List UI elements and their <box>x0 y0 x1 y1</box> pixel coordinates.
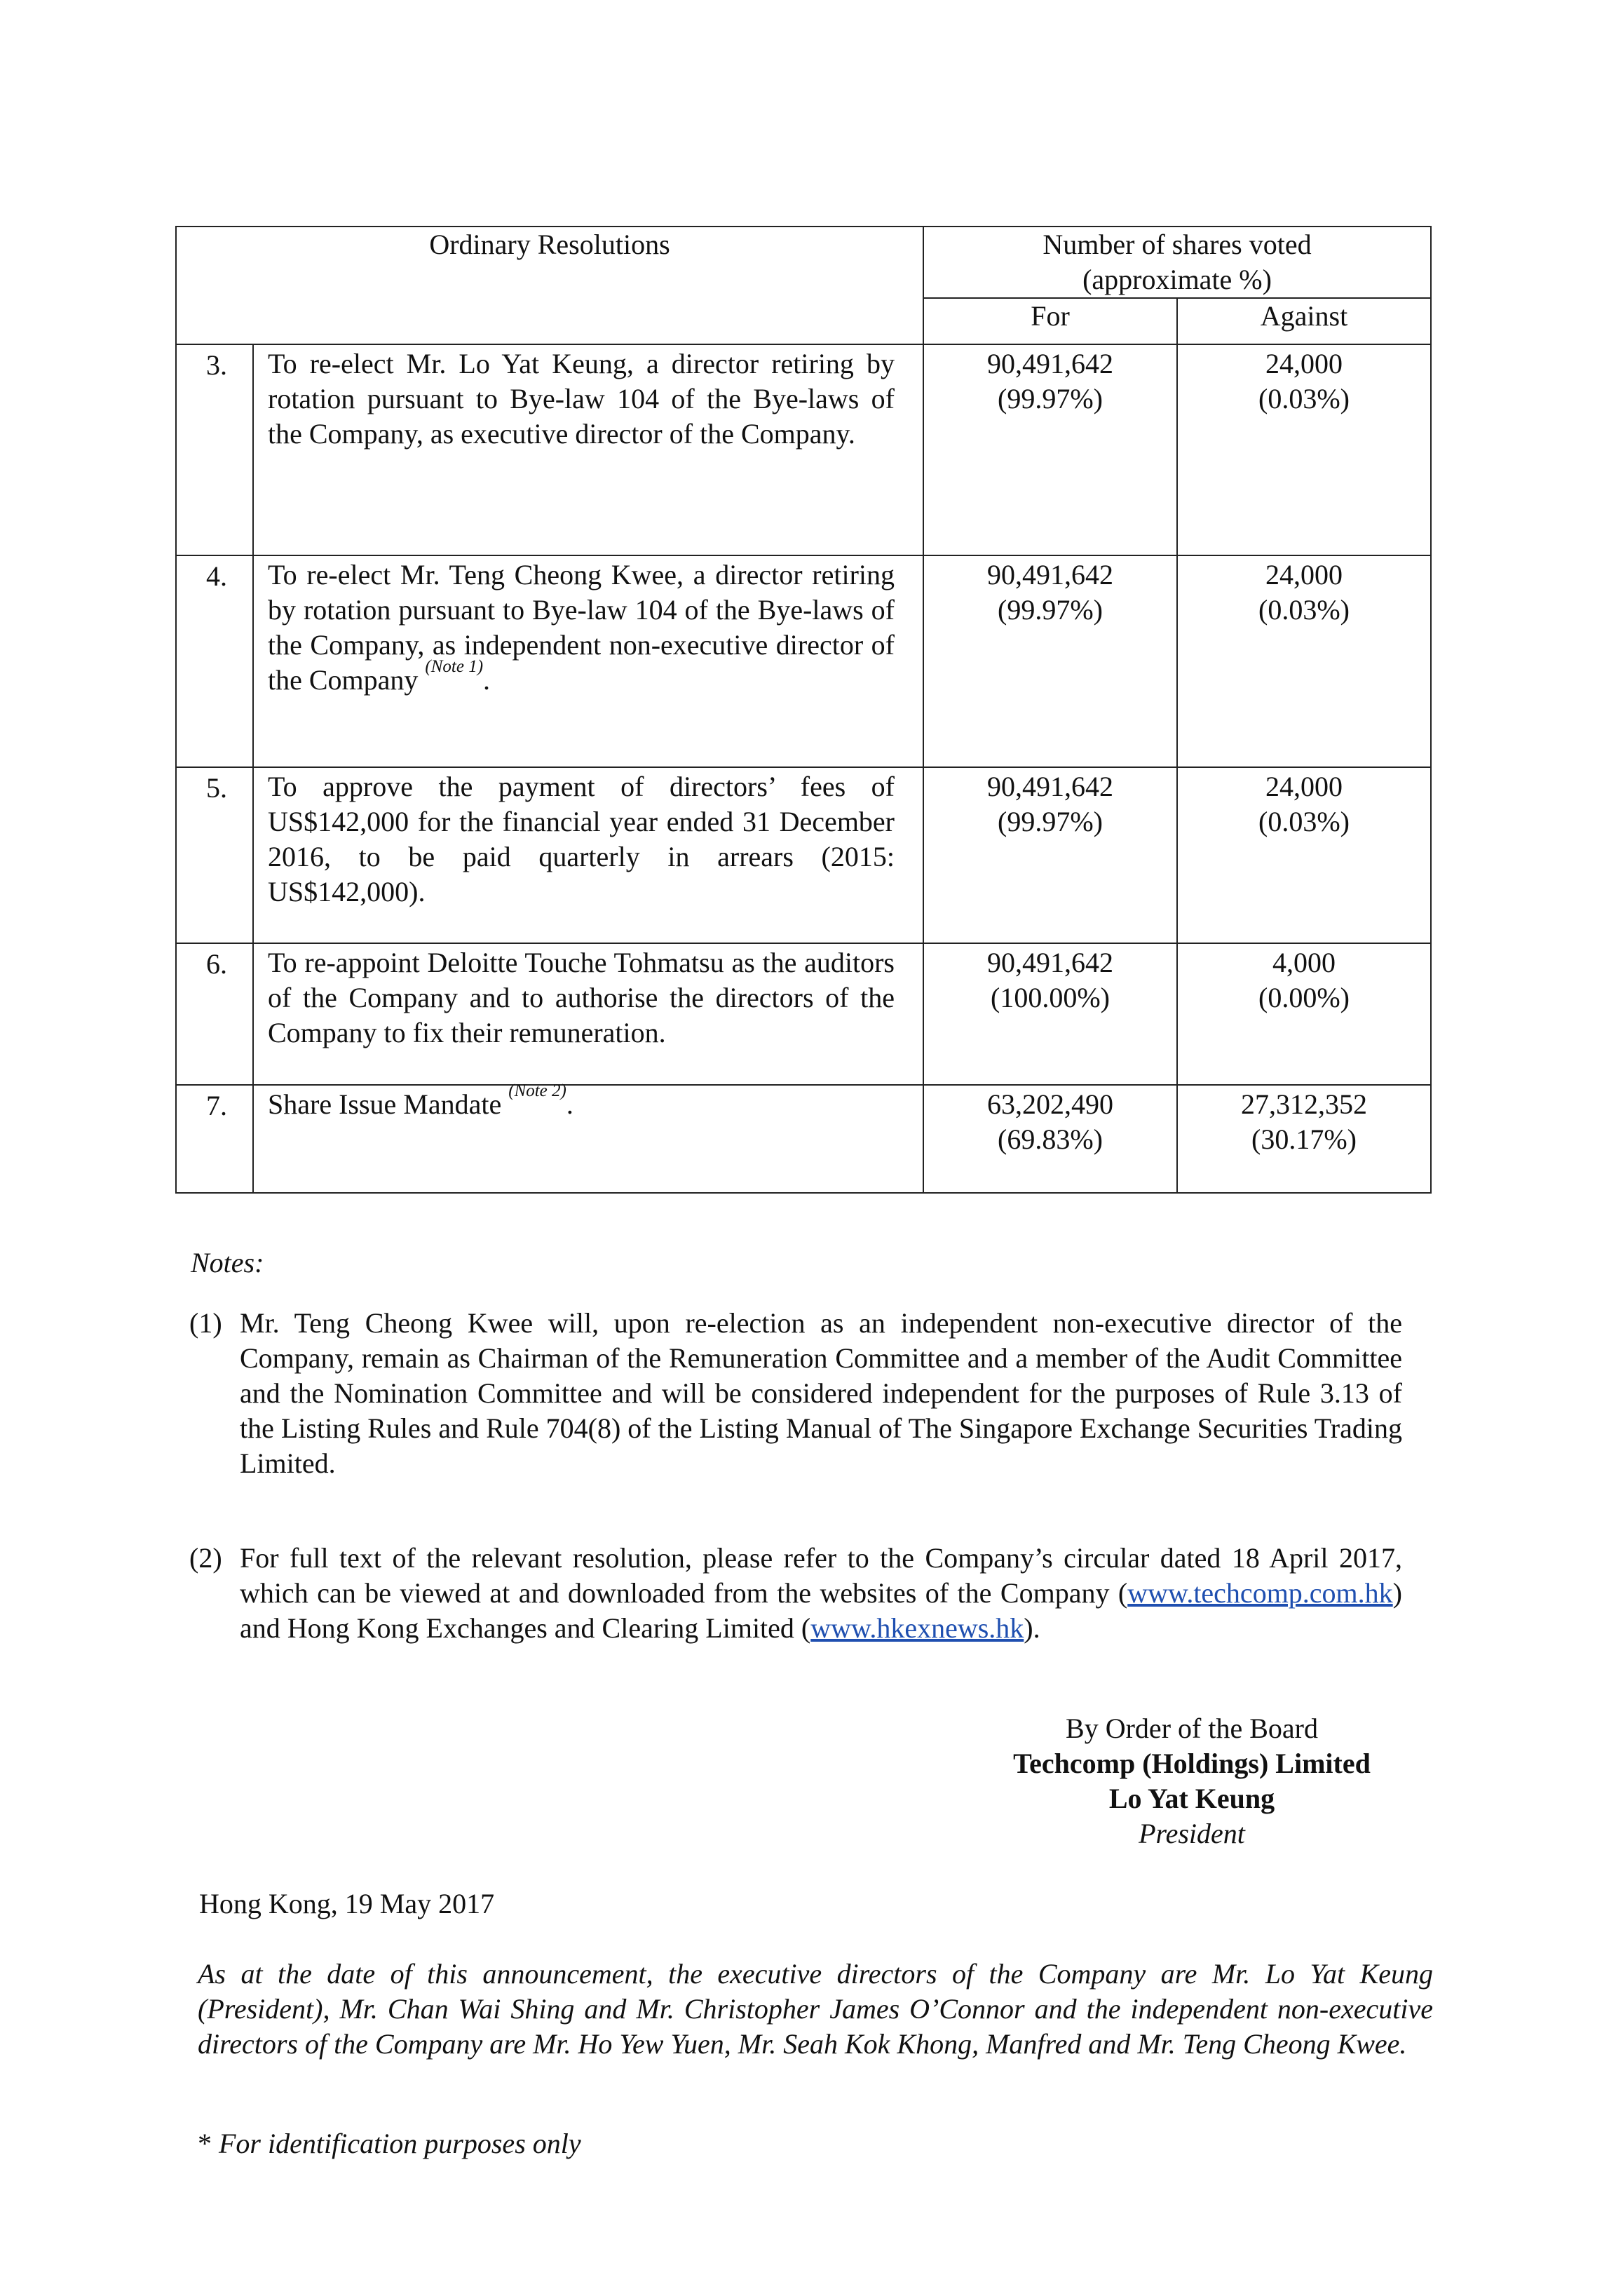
identification-footnote <box>198 2126 581 2161</box>
header-votes-line2: (approximate %) <box>1082 264 1272 295</box>
for-votes <box>923 344 1177 555</box>
against-votes <box>1177 1085 1431 1193</box>
signature-block <box>967 1711 1416 1851</box>
header-for: For <box>923 298 1177 344</box>
resolution-text <box>253 943 923 1085</box>
note-1-marker: (1) <box>189 1307 222 1339</box>
against-percent: (0.03%) <box>1258 383 1350 414</box>
note-2-marker: (2) <box>189 1542 222 1574</box>
signature-title: President <box>1139 1818 1245 1849</box>
against-count: 24,000 <box>1265 348 1343 379</box>
for-percent: (99.97%) <box>998 594 1103 626</box>
signature-name: Lo Yat Keung <box>1108 1783 1275 1814</box>
footnote-text: For identification purposes only <box>212 2128 581 2159</box>
header-votes-line1: Number of shares voted <box>1043 229 1312 260</box>
against-count: 24,000 <box>1265 771 1343 802</box>
resolution-text-suffix: . <box>483 664 491 696</box>
for-votes <box>923 943 1177 1085</box>
note-reference: (Note 2) <box>508 1081 566 1100</box>
against-count: 27,312,352 <box>1241 1088 1367 1120</box>
header-shares-voted <box>923 227 1431 298</box>
note-2-text <box>240 1541 1402 1646</box>
against-percent: (0.03%) <box>1258 806 1350 837</box>
signature-lead: By Order of the Board <box>1066 1713 1318 1744</box>
resolution-text <box>253 344 923 555</box>
against-percent: (0.03%) <box>1258 594 1350 626</box>
for-percent: (100.00%) <box>991 982 1110 1013</box>
resolution-number: 7. <box>176 1085 253 1193</box>
against-count: 24,000 <box>1265 559 1343 590</box>
against-votes <box>1177 344 1431 555</box>
against-percent: (30.17%) <box>1251 1123 1357 1155</box>
resolution-text-body: To re-elect Mr. Lo Yat Keung, a director retiring by rotation pursuant to Bye-law 104 of the Bye-laws of the Company, as executive director of the Company. <box>268 348 895 450</box>
for-count: 90,491,642 <box>987 348 1113 379</box>
signature-company: Techcomp (Holdings) Limited <box>1013 1748 1371 1779</box>
table-row <box>176 555 1431 767</box>
for-count: 63,202,490 <box>987 1088 1113 1120</box>
table-row <box>176 767 1431 943</box>
resolution-number: 5. <box>176 767 253 943</box>
note-2-text-before: For full text of the relevant resolution, please refer to the Company’s circular dated 18 April 2017, which can be viewed at and downloaded from the websites of the Company ( <box>240 1542 1402 1609</box>
against-votes <box>1177 767 1431 943</box>
for-votes <box>923 1085 1177 1193</box>
table-header-row <box>176 227 1431 298</box>
against-percent: (0.00%) <box>1258 982 1350 1013</box>
table-row <box>176 344 1431 555</box>
resolution-number: 3. <box>176 344 253 555</box>
for-percent: (69.83%) <box>998 1123 1103 1155</box>
note-1-text: Mr. Teng Cheong Kwee will, upon re-election as an independent non-executive director of the Company, remain as Chairman of the Remuneration Committee and a member of the Audit Committee and the Nomination Committee and will be considered independent for the purposes of Rule 3.13 of the Listing Rules and Rule 704(8) of the Listing Manual of The Singapore Exchange Securities Trading Limited. <box>240 1307 1402 1479</box>
for-count: 90,491,642 <box>987 771 1113 802</box>
resolution-text <box>253 767 923 943</box>
table-row <box>176 1085 1431 1193</box>
for-count: 90,491,642 <box>987 559 1113 590</box>
note-2-text-middle: ) and Hong Kong Exchanges and Clearing Limited ( <box>240 1577 1402 1644</box>
header-against: Against <box>1177 298 1431 344</box>
hkexnews-website-link[interactable]: www.hkexnews.hk <box>810 1612 1024 1644</box>
directors-statement: As at the date of this announcement, the executive directors of the Company are Mr. Lo Yat Keung (President), Mr. Chan Wai Shing and Mr. Christopher James O’Connor and the independent non-executive directors of the Company are Mr. Ho Yew Yuen, Mr. Seah Kok Khong, Manfred and Mr. Teng Cheong Kwee. <box>198 1958 1433 2060</box>
resolution-text <box>253 555 923 767</box>
date-line: Hong Kong, 19 May 2017 <box>199 1888 495 1919</box>
techcomp-website-link[interactable]: www.techcomp.com.hk <box>1127 1577 1393 1609</box>
resolution-text-suffix: . <box>566 1088 573 1120</box>
resolution-text <box>253 1081 923 1193</box>
note-2 <box>189 1541 1402 1646</box>
note-2-text-after: ). <box>1024 1612 1040 1644</box>
resolution-text-body: To approve the payment of directors’ fees of US$142,000 for the financial year ended 31 December 2016, to be paid quarterly in arrears (2015: US$142,000). <box>268 771 895 907</box>
voting-results-table <box>175 226 1432 1194</box>
note-1 <box>189 1306 1402 1481</box>
table-row <box>176 943 1431 1085</box>
for-votes <box>923 767 1177 943</box>
for-votes <box>923 555 1177 767</box>
header-ordinary-resolutions <box>176 227 923 344</box>
notes-heading: Notes: <box>191 1247 264 1278</box>
asterisk: * <box>198 2128 212 2159</box>
resolution-text-body: To re-appoint Deloitte Touche Tohmatsu as the auditors of the Company and to authorise the directors of the Company to fix their remuneration. <box>268 947 895 1048</box>
note-reference: (Note 1) <box>425 657 484 676</box>
resolution-text-body: Share Issue Mandate <box>268 1088 509 1120</box>
against-votes <box>1177 555 1431 767</box>
for-percent: (99.97%) <box>998 806 1103 837</box>
resolution-text-body: To re-elect Mr. Teng Cheong Kwee, a director retiring by rotation pursuant to Bye-law 104 of the Bye-laws of the Company, as independent non-executive director of the Company <box>268 559 895 696</box>
for-count: 90,491,642 <box>987 947 1113 978</box>
resolution-number: 6. <box>176 943 253 1085</box>
against-votes <box>1177 943 1431 1085</box>
header-resolutions-label: Ordinary Resolutions <box>429 229 670 260</box>
for-percent: (99.97%) <box>998 383 1103 414</box>
against-count: 4,000 <box>1272 947 1336 978</box>
resolution-number: 4. <box>176 555 253 767</box>
